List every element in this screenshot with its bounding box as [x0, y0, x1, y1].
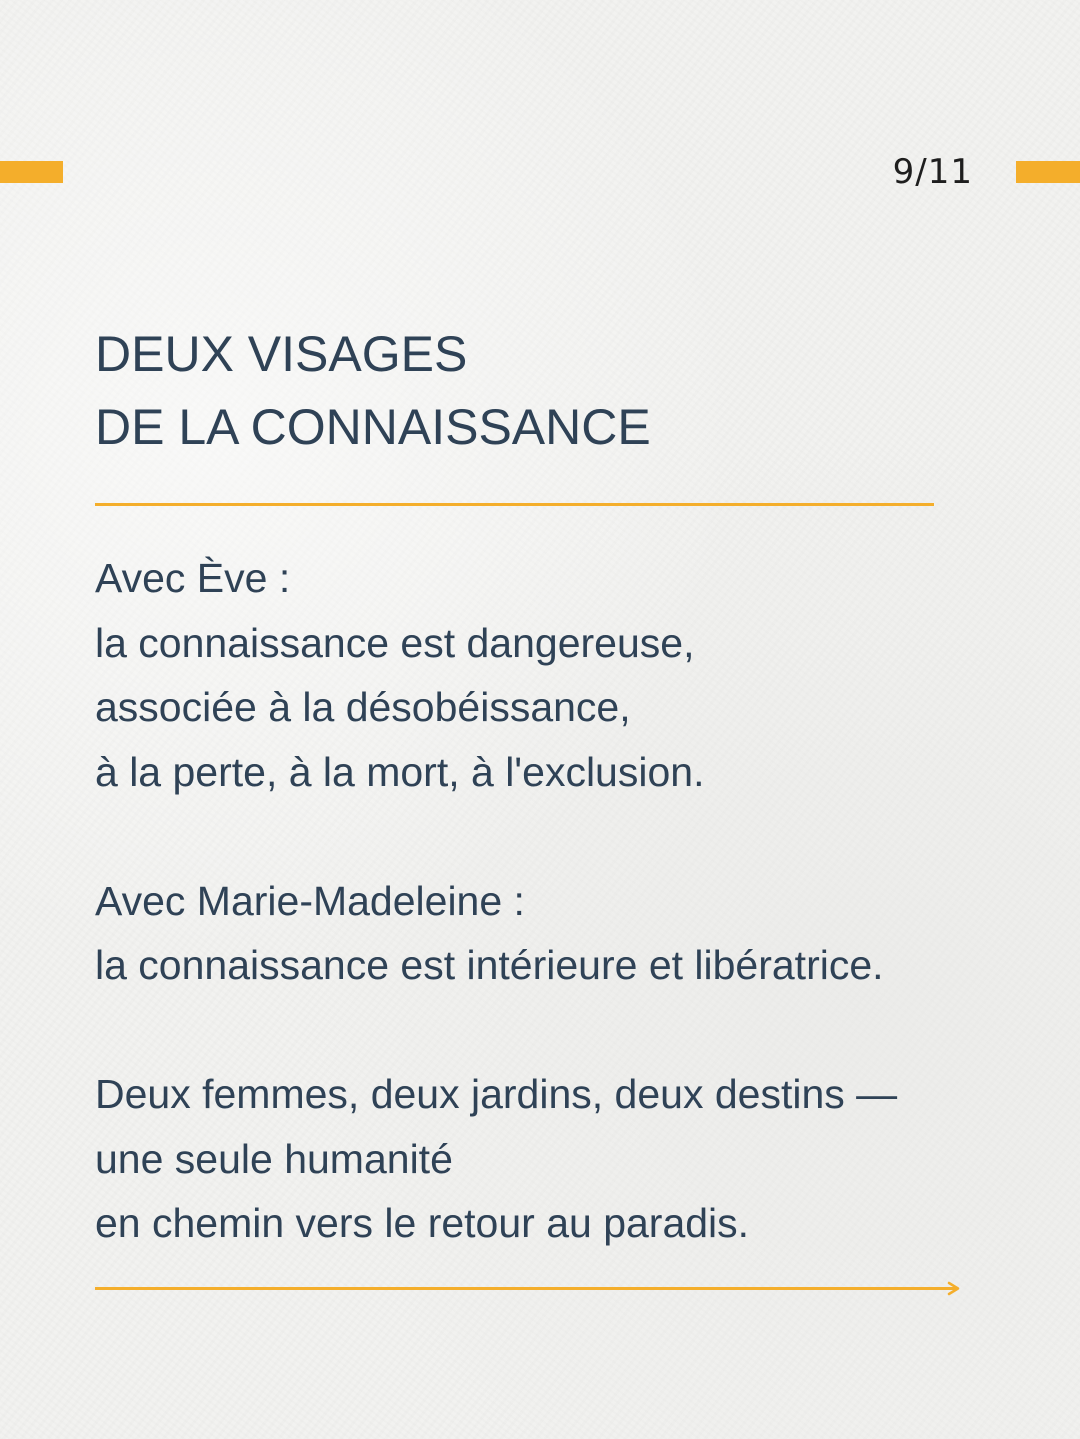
paragraph-marie-madeleine — [95, 869, 1035, 998]
title-line-2: DE LA CONNAISSANCE — [95, 399, 651, 455]
left-accent-tab — [0, 161, 63, 183]
arrow-right-icon[interactable] — [95, 1279, 961, 1299]
text-line: Avec Ève : — [95, 555, 291, 601]
paragraph-conclusion — [95, 1062, 1035, 1256]
title-line-1: DEUX VISAGES — [95, 326, 468, 382]
text-line: à la perte, à la mort, à l'exclusion. — [95, 748, 705, 795]
paragraph-eve — [95, 546, 1035, 804]
text-line: la connaissance est dangereuse, — [95, 619, 695, 666]
text-line: Deux femmes, deux jardins, deux destins — — [95, 1071, 898, 1117]
page-title — [95, 318, 975, 464]
text-line: une seule humanité — [95, 1135, 453, 1182]
text-line: la connaissance est intérieure et libératrice. — [95, 942, 884, 988]
right-accent-tab — [1016, 161, 1080, 183]
title-divider — [95, 503, 934, 506]
text-line: associée à la désobéissance, — [95, 684, 631, 730]
body-text — [95, 546, 1035, 1256]
page-counter: 9/11 — [892, 152, 973, 192]
text-line: Avec Marie-Madeleine : — [95, 877, 525, 924]
text-line: en chemin vers le retour au paradis. — [95, 1200, 750, 1246]
